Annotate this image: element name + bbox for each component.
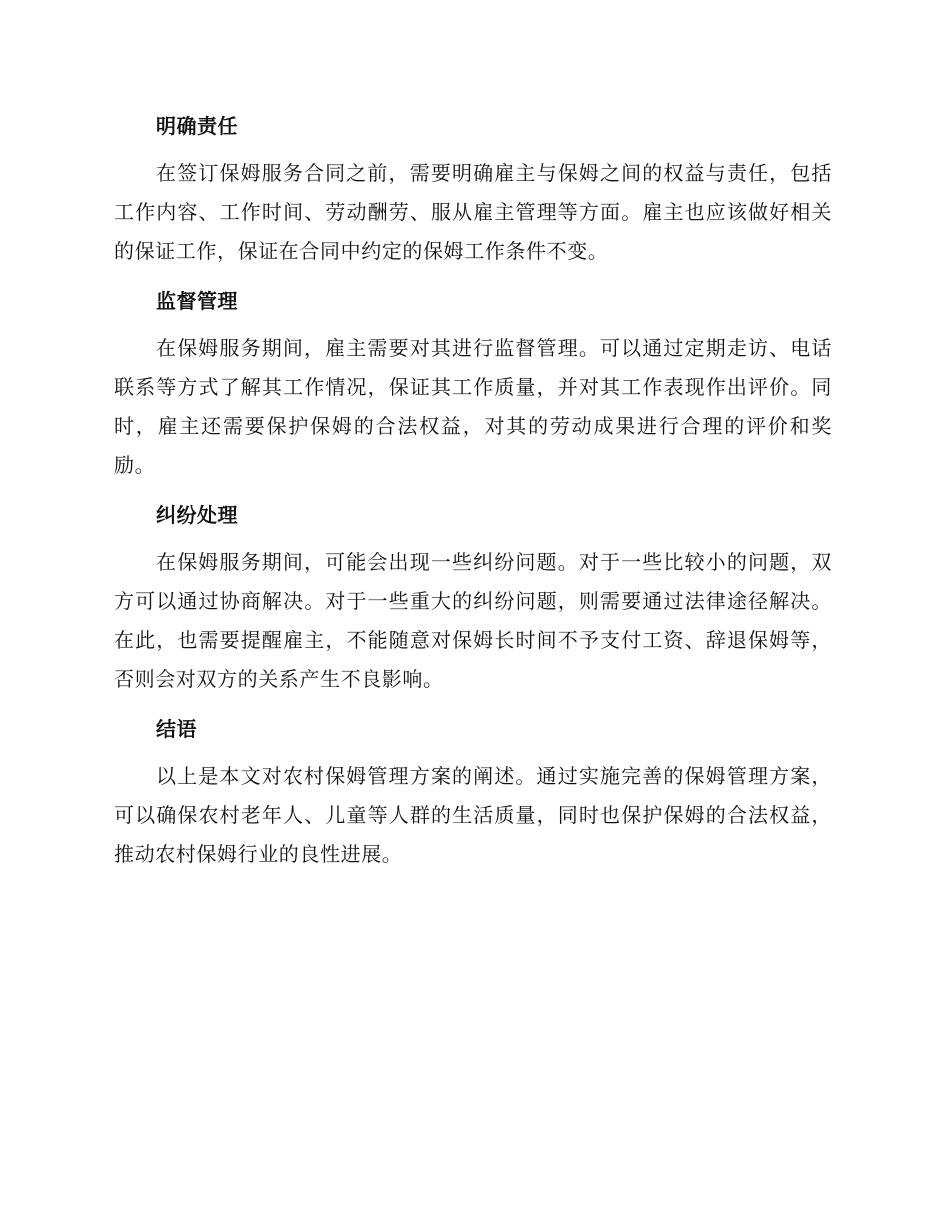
- section-heading: 纠纷处理: [156, 503, 238, 527]
- section-responsibility: [114, 108, 832, 271]
- section-heading: 监督管理: [156, 289, 238, 313]
- section-paragraph: 在保姆服务期间，可能会出现一些纠纷问题。对于一些比较小的问题，双方可以通过协商解决。对于一些重大的纠纷问题，则需要通过法律途径解决。在此，也需要提醒雇主，不能随意对保姆长时间不予支付工资、辞退保姆等，否则会对双方的关系产生不良影响。: [114, 550, 832, 691]
- section-paragraph: 在签订保姆服务合同之前，需要明确雇主与保姆之间的权益与责任，包括工作内容、工作时间、劳动酬劳、服从雇主管理等方面。雇主也应该做好相关的保证工作，保证在合同中约定的保姆工作条件不变。: [114, 161, 832, 263]
- section-heading: 明确责任: [156, 114, 238, 138]
- section-conclusion: [114, 711, 832, 874]
- section-dispute: [114, 497, 832, 699]
- section-supervision: [114, 283, 832, 485]
- section-paragraph: 在保姆服务期间，雇主需要对其进行监督管理。可以通过定期走访、电话联系等方式了解其工作情况，保证其工作质量，并对其工作表现作出评价。同时，雇主还需要保护保姆的合法权益，对其的劳动成果进行合理的评价和奖励。: [114, 336, 832, 477]
- section-heading: 结语: [156, 717, 197, 741]
- document-body: [114, 108, 832, 886]
- section-paragraph: 以上是本文对农村保姆管理方案的阐述。通过实施完善的保姆管理方案，可以确保农村老年人、儿童等人群的生活质量，同时也保护保姆的合法权益，推动农村保姆行业的良性进展。: [114, 764, 832, 866]
